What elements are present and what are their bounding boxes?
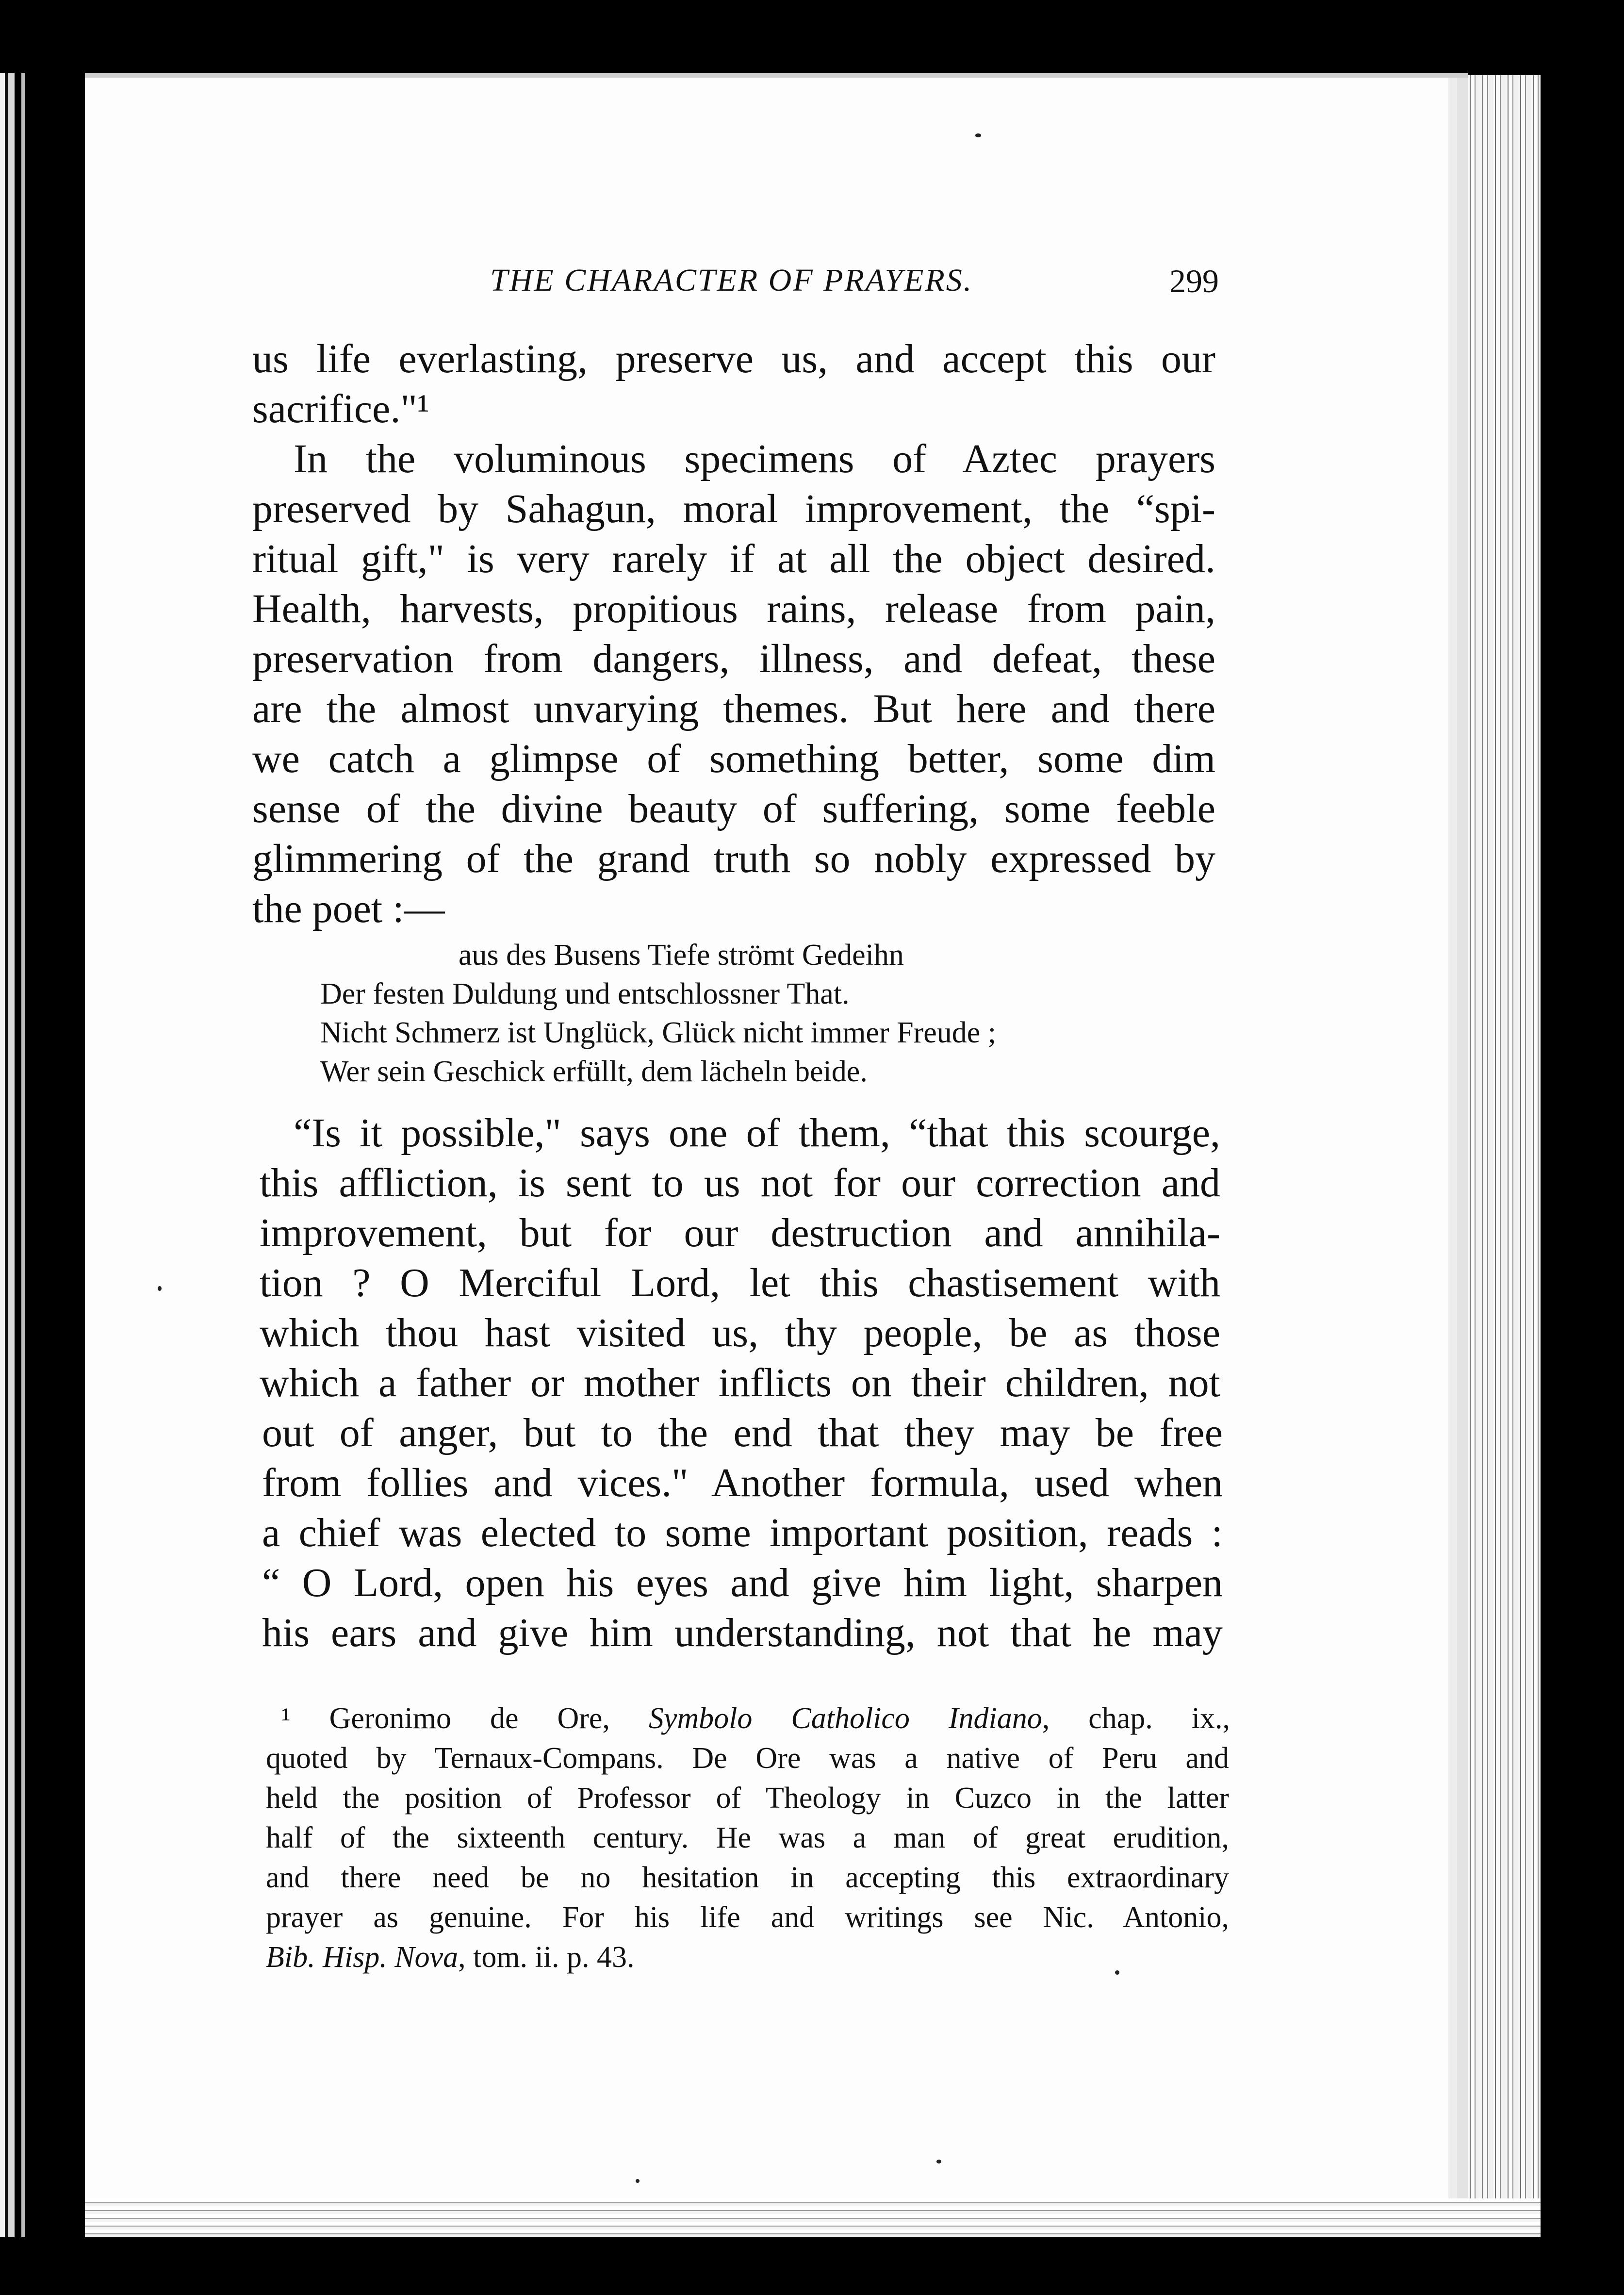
footnote-source-title: Bib. Hisp. Nova [266, 1941, 459, 1974]
text-line: sacrifice."¹ [252, 386, 429, 431]
page-number: 299 [1169, 263, 1219, 299]
scan-speck [636, 2179, 640, 2183]
text-line: ritual gift," is very rarely if at all the object desired. [252, 536, 1215, 581]
scan-speck [936, 2160, 941, 2163]
text-line: Health, harvests, propitious rains, release from pain, [252, 586, 1215, 631]
text-line: the poet :— [252, 886, 445, 931]
footnote-line: prayer as genuine. For his life and writings see Nic. Antonio, [266, 1901, 1229, 1934]
footnote-text: , chap. ix., [1042, 1702, 1230, 1735]
footnote-line: half of the sixteenth century. He was a man of great erudition, [266, 1821, 1229, 1854]
poem-line: Wer sein Geschick erfüllt, dem lächeln beide. [320, 1055, 868, 1088]
poem-line: Nicht Schmerz ist Unglück, Glück nicht immer Freude ; [320, 1016, 996, 1049]
text-line: his ears and give him understanding, not that he may [262, 1610, 1223, 1655]
page-stack-edge [1468, 75, 1541, 2211]
text-line: from follies and vices." Another formula, used when [262, 1460, 1223, 1505]
text-line: glimmering of the grand truth so nobly expressed by [252, 836, 1215, 881]
text-line: preserved by Sahagun, moral improvement, the “spi- [252, 486, 1215, 531]
scan-speck [158, 1286, 162, 1291]
text-line: improvement, but for our destruction and annihila- [260, 1210, 1220, 1255]
text-line: which a father or mother inflicts on their children, not [260, 1360, 1220, 1405]
text-line: which thou hast visited us, thy people, be as those [260, 1310, 1220, 1355]
poem-line: Der festen Duldung und entschlossner That. [320, 977, 850, 1010]
text-line: we catch a glimpse of something better, some dim [252, 736, 1215, 781]
text-line: sense of the divine beauty of suffering, some feeble [252, 786, 1215, 831]
text-line: a chief was elected to some important position, reads : [262, 1510, 1223, 1555]
text-line: “ O Lord, open his eyes and give him light, sharpen [262, 1560, 1223, 1605]
footnote-author: Geronimo de Ore, [329, 1702, 610, 1735]
footnote-line [266, 1937, 1229, 1977]
scan-left-edge [0, 73, 30, 2237]
footnote-line: quoted by Ternaux-Compans. De Ore was a native of Peru and [266, 1742, 1229, 1775]
text-line: out of anger, but to the end that they may be free [262, 1410, 1223, 1455]
running-head: THE CHARACTER OF PRAYERS. [490, 263, 973, 298]
footnote-marker: ¹ [281, 1702, 291, 1735]
footnote-text: , tom. ii. p. 43. [458, 1941, 635, 1974]
text-line: “Is it possible," says one of them, “that this scourge, [294, 1110, 1220, 1156]
text-line: tion ? O Merciful Lord, let this chastisement with [260, 1260, 1220, 1305]
scan-speck [1115, 1970, 1119, 1975]
page-bottom-edge [85, 2198, 1541, 2237]
text-line: preservation from dangers, illness, and defeat, these [252, 636, 1215, 681]
footnote-line: held the position of Professor of Theology in Cuzco in the latter [266, 1782, 1229, 1815]
poem-line: aus des Busens Tiefe strömt Gedeihn [459, 939, 904, 972]
footnote-line: and there need be no hesitation in accepting this extraordinary [266, 1861, 1229, 1894]
text-line: In the voluminous specimens of Aztec prayers [294, 436, 1215, 481]
scan-speck [975, 133, 981, 137]
text-line: are the almost unvarying themes. But here and there [252, 686, 1215, 731]
footnote-title: Symbolo Catholico Indiano [648, 1702, 1042, 1735]
page-header [0, 262, 1223, 306]
text-line: this affliction, is sent to us not for our correction and [260, 1160, 1220, 1205]
text-line: us life everlasting, preserve us, and accept this our [252, 336, 1215, 381]
footnote-line [281, 1699, 1230, 1738]
